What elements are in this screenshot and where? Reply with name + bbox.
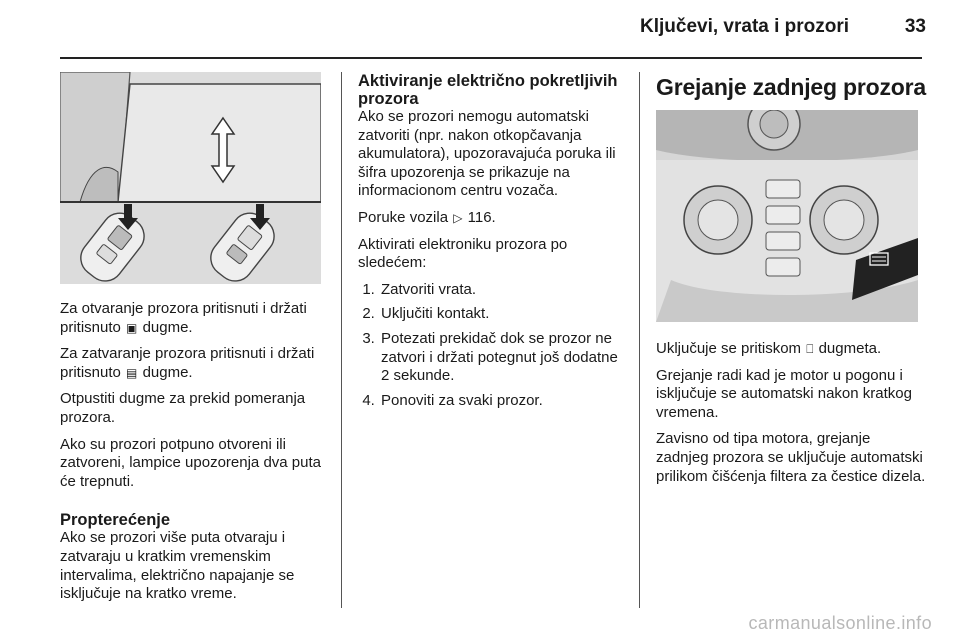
window-open-button-icon: ▣ [126,320,138,335]
activation-intro-paragraph: Ako se prozori nemogu automatski zatvoriti (npr. nakon otkopčavanja akumulatora), upozoravajuća poruka ili šifra upozorenja se prikazuje na informacionom centru vozača. [358,108,616,200]
open-window-paragraph [60,300,332,337]
open-window-text-end: dugme. [142,318,193,336]
rear-defrost-symbol-icon: ⎕ [806,342,814,356]
warning-lights-paragraph: Ako su prozori potpuno otvoreni ili zatvoreni, lampice upozorenja dva puta će trepnuti. [60,435,321,490]
column-divider-2 [639,72,640,608]
vehicle-messages-paragraph [358,209,630,228]
close-window-text: Za zatvaranje prozora pritisnuti i držati pritisnuto [60,345,315,381]
column-1 [60,72,332,612]
list-item: 1. Zatvoriti vrata. [379,281,630,300]
close-window-paragraph [60,345,332,382]
watermark: carmanualsonline.info [748,613,932,633]
column-divider-1 [341,72,342,608]
climate-panel-figure [656,110,918,322]
activation-steps-intro: Aktivirati elektroniku prozora po sledećem: [358,235,568,272]
list-item: 3. Potezati prekidač dok se prozor ne zatvori i držati potegnut još dodatne 2 sekunde. [379,330,630,386]
window-close-button-icon: ▤ [126,365,138,380]
list-item: 2. Uključiti kontakt. [379,305,630,324]
column-2 [358,72,630,416]
activation-steps-list [358,281,630,411]
column-3 [656,72,926,494]
climate-panel-illustration [656,110,918,322]
open-window-text: Za otvaranje prozora pritisnuti i držati pritisnuto [60,300,307,336]
page-reference-icon: ▷ [453,210,463,225]
close-window-text-end: dugme. [142,363,193,381]
window-buttons-figure [60,72,321,284]
overload-heading: Propterećenje [60,511,171,530]
heating-diesel-paragraph: Zavisno od tipa motora, grejanje zadnjeg prozora se uključuje automatski prilikom čišćenja filtera za čestice dizela. [656,430,926,485]
page-reference-number: 116. [467,208,496,226]
rear-window-heating-heading: Grejanje zadnjeg prozora [656,74,926,100]
overload-paragraph: Ako se prozori više puta otvaraju i zatvaraju u kratkim vremenskim intervalima, električno napajanje se isključuje na kratko vreme. [60,529,295,603]
vehicle-messages-text: Poruke vozila [358,208,449,226]
heating-button-paragraph [656,340,926,359]
window-buttons-illustration [60,72,321,284]
heating-button-text-end: dugmeta. [818,340,882,357]
release-button-paragraph: Otpustiti dugme za prekid pomeranja prozora. [60,390,306,426]
header-rule [60,57,922,59]
header-title: Ključevi, vrata i prozori [640,16,850,37]
heating-operation-paragraph: Grejanje radi kad je motor u pogonu i isključuje se automatski nakon kratkog vremena. [656,366,912,421]
heating-button-text: Uključuje se pritiskom [656,340,802,357]
activation-heading: Aktiviranje električno pokretljivih prozora [358,72,618,108]
page-number: 33 [904,16,926,37]
list-item: 4. Ponoviti za svaki prozor. [379,392,630,411]
